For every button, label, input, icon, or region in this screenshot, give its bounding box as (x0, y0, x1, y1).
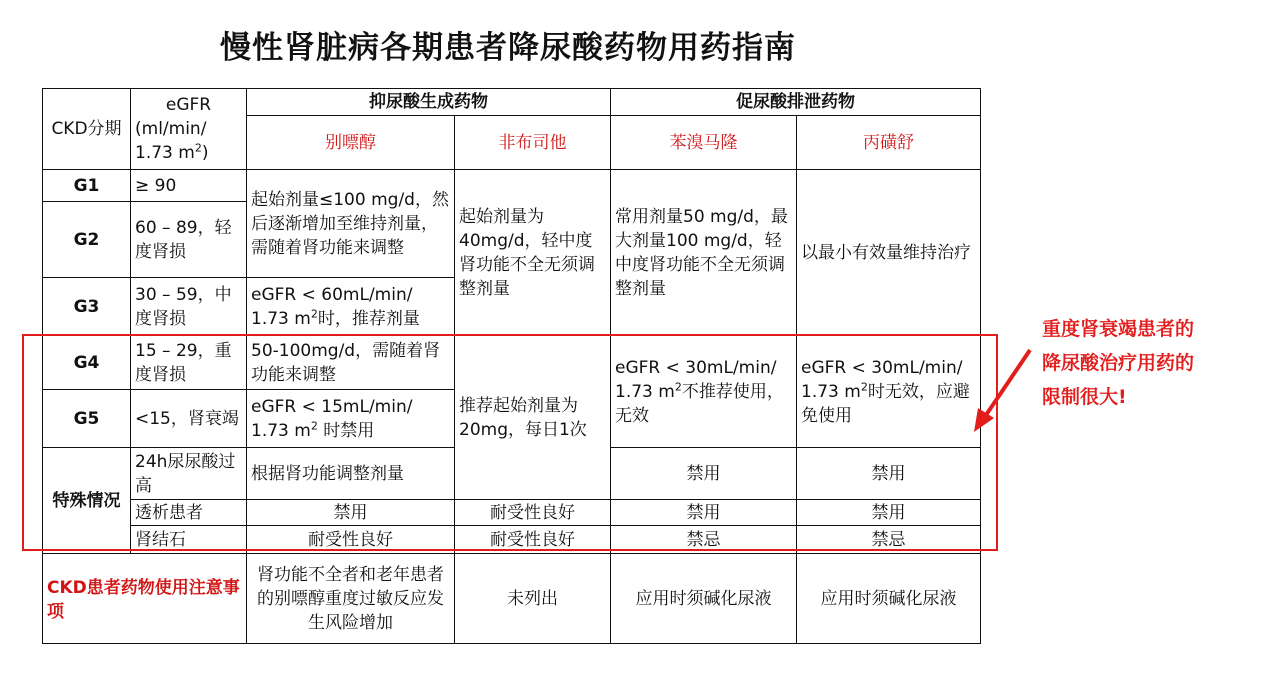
allopurinol-g5-sup: 2 (310, 418, 318, 432)
stage-g2: G2 (43, 202, 131, 278)
page-title: 慢性肾脏病各期患者降尿酸药物用药指南 (220, 30, 796, 66)
benzbromarone-g1-g3: 常用剂量50 mg/d，最大剂量100 mg/d，轻中度肾功能不全无须调整剂量 (611, 170, 797, 336)
probenecid-urine: 禁用 (797, 448, 981, 500)
egfr-g3: 30 – 59，中度肾损 (131, 278, 247, 336)
egfr-header (131, 89, 247, 170)
egfr-g2: 60 – 89，轻度肾损 (131, 202, 247, 278)
arrow-icon (960, 340, 1040, 440)
benzbromarone-g4-g5-sup: 2 (674, 379, 682, 393)
annotation-line3: 限制很大! (1042, 386, 1127, 408)
probenecid-dialysis: 禁用 (797, 500, 981, 526)
egfr-header-sup: 2 (194, 141, 202, 155)
allopurinol-g5 (247, 390, 455, 448)
drug-benzbromarone-header: 苯溴马隆 (611, 116, 797, 170)
stage-g5: G5 (43, 390, 131, 448)
special-stone-label: 肾结石 (131, 526, 247, 554)
table-row-g4 (43, 336, 981, 390)
allopurinol-urine: 根据肾功能调整剂量 (247, 448, 455, 500)
drug-febuxostat-header: 非布司他 (455, 116, 611, 170)
allopurinol-g5-text-c: 时禁用 (317, 420, 375, 441)
table-header-row (43, 89, 981, 116)
egfr-g1: ≥ 90 (131, 170, 247, 202)
drug-probenecid-header: 丙磺舒 (797, 116, 981, 170)
allopurinol-notes: 肾功能不全者和老年患者的别嘌醇重度过敏反应发生风险增加 (247, 554, 455, 644)
allopurinol-g3-sup: 2 (310, 306, 318, 320)
egfr-header-line2: (ml/min/ (135, 119, 207, 139)
allopurinol-g3-text-b: 1.73 m (251, 308, 311, 329)
annotation-note (1042, 312, 1194, 414)
probenecid-g4-g5 (797, 336, 981, 448)
table-row-g1 (43, 170, 981, 202)
allopurinol-g4: 50-100mg/d，需随着肾功能来调整 (247, 336, 455, 390)
stage-g4: G4 (43, 336, 131, 390)
table-row-special-dialysis (43, 500, 981, 526)
allopurinol-g5-text-b: 1.73 m (251, 420, 311, 441)
febuxostat-stone: 耐受性良好 (455, 526, 611, 554)
egfr-header-close: ) (201, 143, 209, 163)
allopurinol-g3-text-c: 时，推荐剂量 (317, 308, 420, 329)
group-inhibit-header: 抑尿酸生成药物 (247, 89, 611, 116)
egfr-g4: 15 – 29，重度肾损 (131, 336, 247, 390)
annotation-line1: 重度肾衰竭患者的 (1042, 318, 1195, 340)
allopurinol-dialysis: 禁用 (247, 500, 455, 526)
benzbromarone-notes: 应用时须碱化尿液 (611, 554, 797, 644)
febuxostat-g4-g5: 推荐起始剂量为20mg，每日1次 (455, 336, 611, 500)
probenecid-stone: 禁忌 (797, 526, 981, 554)
ckd-stage-header: CKD分期 (43, 89, 131, 170)
special-urine-label: 24h尿尿酸过高 (131, 448, 247, 500)
allopurinol-g1-g2: 起始剂量≤100 mg/d，然后逐渐增加至维持剂量，需随着肾功能来调整 (247, 170, 455, 278)
allopurinol-g3-text-a: eGFR < 60mL/min/ (251, 284, 413, 305)
benzbromarone-g4-g5 (611, 336, 797, 448)
benzbromarone-stone: 禁忌 (611, 526, 797, 554)
annotation-line2: 降尿酸治疗用药的 (1042, 352, 1195, 374)
febuxostat-dialysis: 耐受性良好 (455, 500, 611, 526)
probenecid-g4-g5-text-a: eGFR < 30mL/min/ (801, 357, 963, 378)
guideline-table (42, 88, 981, 644)
table-row-special-stone (43, 526, 981, 554)
benzbromarone-dialysis: 禁用 (611, 500, 797, 526)
special-dialysis-label: 透析患者 (131, 500, 247, 526)
benzbromarone-g4-g5-text-b: 1.73 m (615, 381, 675, 402)
probenecid-g4-g5-text-c: 时无效，应避免使用 (801, 381, 970, 426)
drug-allopurinol-header: 别嘌醇 (247, 116, 455, 170)
egfr-header-line3: 1.73 m (135, 143, 195, 163)
stage-g3: G3 (43, 278, 131, 336)
stage-g1: G1 (43, 170, 131, 202)
allopurinol-g5-text-a: eGFR < 15mL/min/ (251, 396, 413, 417)
group-excrete-header: 促尿酸排泄药物 (611, 89, 981, 116)
probenecid-g4-g5-text-b: 1.73 m (801, 381, 861, 402)
table-row-notes (43, 554, 981, 644)
allopurinol-stone: 耐受性良好 (247, 526, 455, 554)
febuxostat-notes: 未列出 (455, 554, 611, 644)
probenecid-g1-g3: 以最小有效量维持治疗 (797, 170, 981, 336)
egfr-g5: <15，肾衰竭 (131, 390, 247, 448)
notes-label: CKD患者药物使用注意事项 (43, 554, 247, 644)
febuxostat-g1-g3: 起始剂量为40mg/d，轻中度肾功能不全无须调整剂量 (455, 170, 611, 336)
egfr-header-line1: eGFR (165, 95, 212, 115)
benzbromarone-urine: 禁用 (611, 448, 797, 500)
probenecid-g4-g5-sup: 2 (860, 379, 868, 393)
probenecid-notes: 应用时须碱化尿液 (797, 554, 981, 644)
benzbromarone-g4-g5-text-c: 不推荐使用，无效 (615, 381, 784, 426)
stage-special: 特殊情况 (43, 448, 131, 554)
benzbromarone-g4-g5-text-a: eGFR < 30mL/min/ (615, 357, 777, 378)
allopurinol-g3 (247, 278, 455, 336)
